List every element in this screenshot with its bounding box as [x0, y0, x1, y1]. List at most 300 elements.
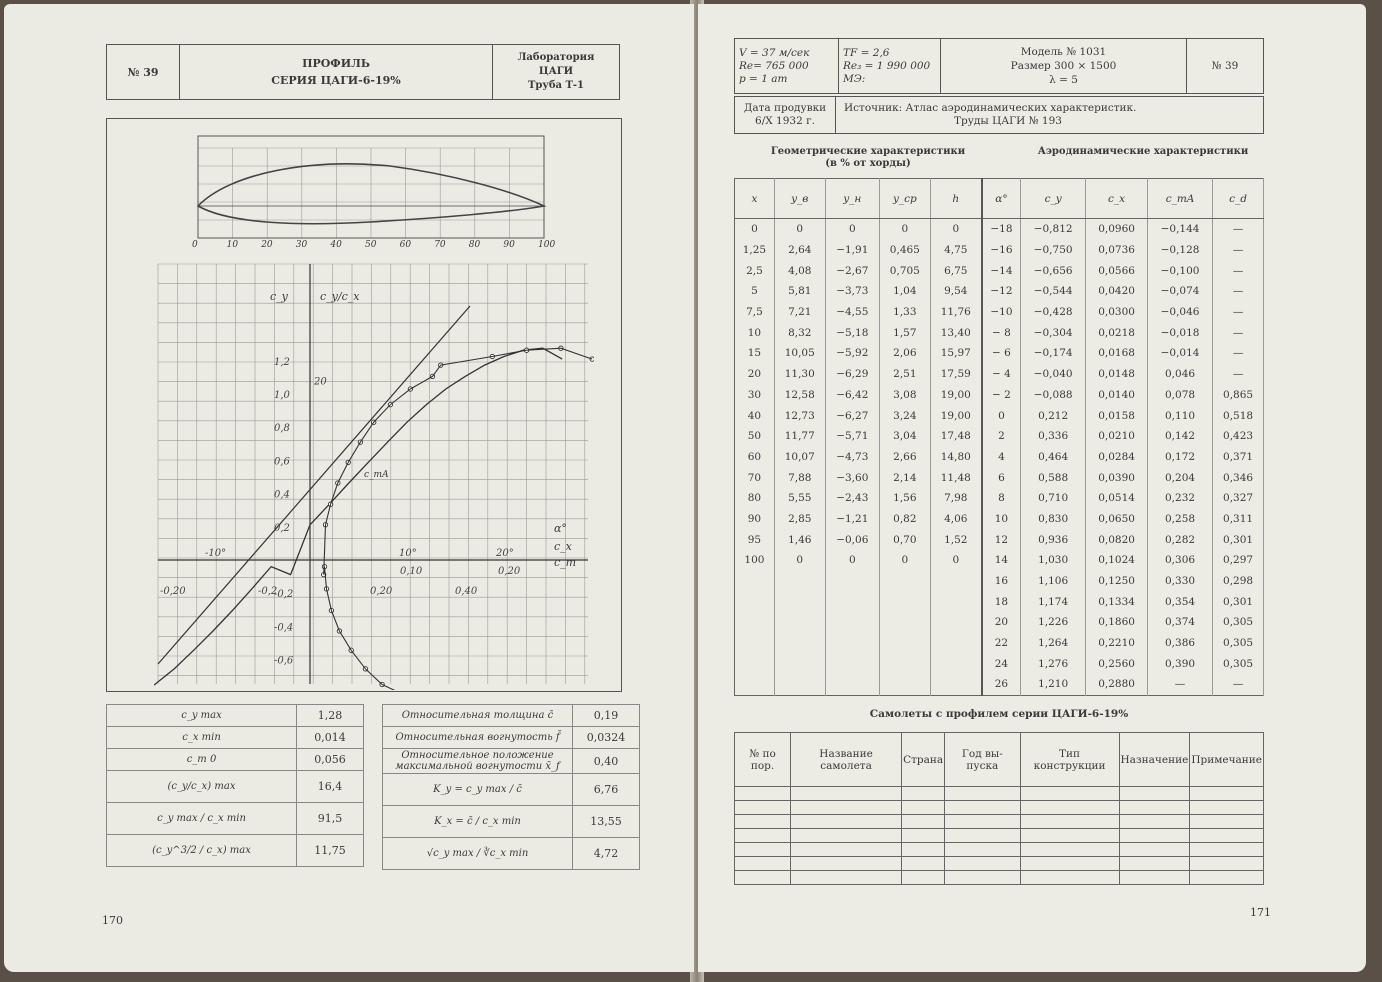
cy-tick-label: 0,4: [274, 489, 290, 501]
planes-column-header: № по пор.: [735, 733, 791, 787]
geom-cell: 0: [879, 550, 930, 571]
data-row: [735, 529, 1264, 550]
geom-cell: 4,06: [930, 509, 982, 530]
aero-cell: 0,464: [1021, 447, 1086, 468]
aero-cell: 0,305: [1213, 633, 1264, 654]
aero-cell: —: [1213, 260, 1264, 281]
aero-cell: 6: [982, 467, 1021, 488]
planes-cell: [945, 815, 1020, 829]
data-row: [735, 612, 1264, 633]
flow-speed: V = 37 м/сек: [739, 46, 810, 59]
summary-left-label: c_y max: [107, 705, 297, 727]
geom-cell: 2,64: [774, 240, 825, 261]
summary-right-value: 6,76: [573, 774, 640, 806]
geom-cell: [825, 591, 879, 612]
aero-cell: 2: [982, 426, 1021, 447]
geom-cell: [774, 633, 825, 654]
data-row: [735, 322, 1264, 343]
geom-cell: 7,88: [774, 467, 825, 488]
left-page: [4, 4, 694, 972]
geom-cell: 1,52: [930, 529, 982, 550]
profile-tick-label: 10: [226, 240, 239, 250]
left-header-lab-line3: Труба Т-1: [527, 80, 584, 91]
summary-left-value: 11,75: [297, 835, 364, 867]
geom-cell: [930, 633, 982, 654]
aero-cell: 0,0284: [1086, 447, 1148, 468]
geom-cell: −3,73: [825, 281, 879, 302]
aero-cell: 0,142: [1147, 426, 1212, 447]
geom-cell: [825, 674, 879, 695]
aero-cell: 0,212: [1021, 405, 1086, 426]
planes-cell: [1190, 857, 1264, 871]
data-row: [735, 633, 1264, 654]
data-column-header: x: [735, 179, 775, 219]
summary-right-table: [382, 704, 640, 870]
geom-cell: −2,43: [825, 488, 879, 509]
aero-cell: 0: [982, 405, 1021, 426]
chart-label-cy: c_y: [270, 290, 288, 303]
aero-cell: 0,518: [1213, 405, 1264, 426]
data-row: [735, 364, 1264, 385]
test-date: [735, 97, 836, 134]
planes-cell: [791, 829, 902, 843]
aero-cell: 0,1024: [1086, 550, 1148, 571]
profile-tick-label: 0: [192, 240, 198, 250]
planes-cell: [735, 801, 791, 815]
alpha-tick-label: -10°: [205, 548, 227, 559]
data-row: [735, 591, 1264, 612]
geom-cell: 15,97: [930, 343, 982, 364]
aero-cell: —: [1213, 343, 1264, 364]
aero-cell: −16: [982, 240, 1021, 261]
planes-row: [735, 857, 1264, 871]
aero-cell: 0,423: [1213, 426, 1264, 447]
summary-right-row: [383, 705, 640, 727]
geom-cell: 0: [825, 550, 879, 571]
geom-cell: [735, 653, 775, 674]
pressure: p = 1 ат: [739, 72, 788, 85]
data-column-header: c_y: [1021, 179, 1086, 219]
aero-cell: —: [1213, 281, 1264, 302]
geom-cell: [774, 653, 825, 674]
aero-cell: 0,2560: [1086, 653, 1148, 674]
planes-cell: [1020, 843, 1119, 857]
summary-left-row: [107, 771, 364, 803]
aero-cell: 0,172: [1147, 447, 1212, 468]
aero-cell: 0,301: [1213, 591, 1264, 612]
aero-cell: −10: [982, 302, 1021, 323]
planes-cell: [902, 843, 945, 857]
aero-cell: 0,0148: [1086, 364, 1148, 385]
aero-cell: 0,830: [1021, 509, 1086, 530]
aero-cell: 0,0820: [1086, 529, 1148, 550]
planes-cell: [945, 829, 1020, 843]
aero-cell: —: [1147, 674, 1212, 695]
data-column-header: c_x: [1086, 179, 1148, 219]
profile-tick-label: 100: [538, 240, 556, 250]
profile-tick-label: 50: [365, 240, 377, 250]
summary-left-value: 0,014: [297, 727, 364, 749]
geom-cell: 95: [735, 529, 775, 550]
data-row: [735, 488, 1264, 509]
aero-cell: 0,110: [1147, 405, 1212, 426]
summary-right-label: Относительная вогнутость f̄: [383, 727, 573, 749]
geom-cell: 0,465: [879, 240, 930, 261]
geom-cell: 19,00: [930, 405, 982, 426]
geom-cell: [879, 571, 930, 592]
geom-cell: [825, 653, 879, 674]
geom-cell: 80: [735, 488, 775, 509]
aero-cell: 1,106: [1021, 571, 1086, 592]
summary-left-table: [106, 704, 364, 867]
geom-cell: −3,60: [825, 467, 879, 488]
geom-cell: 3,08: [879, 385, 930, 406]
aero-cell: 0,710: [1021, 488, 1086, 509]
aero-cell: 0,301: [1213, 529, 1264, 550]
geom-cell: 0: [774, 219, 825, 240]
data-row: [735, 385, 1264, 406]
summary-left-value: 0,056: [297, 749, 364, 771]
aero-cell: 0,0566: [1086, 260, 1148, 281]
geom-cell: [774, 591, 825, 612]
right-header-number: № 39: [1187, 39, 1264, 94]
aero-cell: 0,0514: [1086, 488, 1148, 509]
summary-right-label: Относительное положение максимальной вогнутости x̄_f: [383, 749, 573, 774]
profile-tick-label: 30: [295, 240, 308, 250]
aero-cell: 0,297: [1213, 550, 1264, 571]
geom-title-line2: (в % от хорды): [825, 158, 911, 169]
aero-cell: −0,656: [1021, 260, 1086, 281]
geom-cell: 5,81: [774, 281, 825, 302]
geom-cell: 11,76: [930, 302, 982, 323]
data-row: [735, 240, 1264, 261]
planes-cell: [1119, 801, 1190, 815]
planes-cell: [902, 857, 945, 871]
left-header-title-line2: СЕРИЯ ЦАГИ-6-19%: [271, 74, 401, 87]
aero-cell: 0,0140: [1086, 385, 1148, 406]
geom-cell: 11,77: [774, 426, 825, 447]
cm-tick-label: 0,20: [370, 586, 393, 597]
geom-cell: 40: [735, 405, 775, 426]
geom-cell: 60: [735, 447, 775, 468]
geom-cell: 3,24: [879, 405, 930, 426]
left-header-table: [106, 44, 620, 100]
aero-cell: 0,346: [1213, 467, 1264, 488]
planes-column-header: Страна: [902, 733, 945, 787]
effective-reynolds: Re₃ = 1 990 000: [843, 59, 931, 72]
geom-cell: 4,08: [774, 260, 825, 281]
planes-cell: [1119, 815, 1190, 829]
aero-cell: 0,936: [1021, 529, 1086, 550]
geom-cell: 90: [735, 509, 775, 530]
right-header-col3: [941, 39, 1187, 94]
cm-tick-label: -0,2: [258, 586, 278, 597]
aero-cell: 0,282: [1147, 529, 1212, 550]
aero-cell: 1,276: [1021, 653, 1086, 674]
planes-cell: [735, 815, 791, 829]
aero-cell: —: [1213, 322, 1264, 343]
aero-cell: 0,0158: [1086, 405, 1148, 426]
summary-left-value: 1,28: [297, 705, 364, 727]
alpha-tick-label: 10°: [399, 548, 417, 559]
geom-cell: [774, 674, 825, 695]
right-source-table: [734, 96, 1264, 134]
summary-left-label: (c_y/c_x) max: [107, 771, 297, 803]
aero-cell: −0,544: [1021, 281, 1086, 302]
aero-cell: —: [1213, 674, 1264, 695]
geom-cell: 30: [735, 385, 775, 406]
aero-cell: 22: [982, 633, 1021, 654]
data-column-header: c_mA: [1147, 179, 1212, 219]
left-page-number: 170: [102, 914, 123, 927]
aero-cell: 0,327: [1213, 488, 1264, 509]
profile-tick-label: 70: [434, 240, 446, 250]
chart-label-cm: c_m: [554, 556, 577, 569]
aero-cell: 1,030: [1021, 550, 1086, 571]
aero-cell: −0,128: [1147, 240, 1212, 261]
geom-cell: [879, 633, 930, 654]
cy-tick-label: 1,2: [274, 356, 290, 368]
aero-cell: 0,311: [1213, 509, 1264, 530]
planes-cell: [1020, 829, 1119, 843]
aero-cell: 0,865: [1213, 385, 1264, 406]
geom-cell: 5,55: [774, 488, 825, 509]
aero-cell: 24: [982, 653, 1021, 674]
planes-cell: [735, 857, 791, 871]
geom-cell: 7,21: [774, 302, 825, 323]
geom-cell: −1,91: [825, 240, 879, 261]
data-column-header: c_d: [1213, 179, 1264, 219]
data-table: [734, 178, 1264, 696]
aero-cell: −0,750: [1021, 240, 1086, 261]
geom-cell: 2,14: [879, 467, 930, 488]
planes-cell: [902, 815, 945, 829]
cm-line: [158, 306, 470, 664]
geom-cell: 1,46: [774, 529, 825, 550]
aero-cell: 0,374: [1147, 612, 1212, 633]
geom-cell: [930, 571, 982, 592]
summary-left-row: [107, 749, 364, 771]
geom-cell: [735, 571, 775, 592]
geom-cell: 11,30: [774, 364, 825, 385]
summary-left-label: c_y max / c_x min: [107, 803, 297, 835]
aero-cell: −0,018: [1147, 322, 1212, 343]
planes-row: [735, 801, 1264, 815]
summary-left-label: (c_y^3/2 / c_x) max: [107, 835, 297, 867]
chart-label-cx: c_x: [554, 540, 572, 553]
geom-cell: 4,75: [930, 240, 982, 261]
chart-label-alpha: α°: [554, 522, 567, 535]
aero-cell: 0,1250: [1086, 571, 1148, 592]
aero-cell: 0,2880: [1086, 674, 1148, 695]
summary-right-label: K_x = c̄ / c_x min: [383, 806, 573, 838]
geom-cell: 2,66: [879, 447, 930, 468]
geom-cell: [825, 633, 879, 654]
planes-cell: [1020, 871, 1119, 885]
cy-tick-label: -0,6: [274, 655, 294, 667]
planes-cell: [945, 871, 1020, 885]
profile-tick-label: 40: [330, 240, 342, 250]
aero-cell: 0,2210: [1086, 633, 1148, 654]
profile-tick-labels: [190, 240, 556, 254]
aero-cell: 0,371: [1213, 447, 1264, 468]
planes-cell: [1190, 829, 1264, 843]
aero-cell: 0,1860: [1086, 612, 1148, 633]
aero-cell: 0,0210: [1086, 426, 1148, 447]
aero-cell: −0,040: [1021, 364, 1086, 385]
geom-cell: [735, 612, 775, 633]
cy-tick-label: -0,4: [274, 622, 294, 634]
aero-cell: 0,046: [1147, 364, 1212, 385]
geom-cell: 9,54: [930, 281, 982, 302]
geom-cell: −5,92: [825, 343, 879, 364]
me-label: МЭ:: [843, 72, 866, 85]
geom-cell: 0: [879, 219, 930, 240]
data-row: [735, 653, 1264, 674]
model-number: Модель № 1031: [1020, 46, 1107, 58]
aero-cell: −0,304: [1021, 322, 1086, 343]
planes-column-header: Назначение: [1119, 733, 1190, 787]
data-row: [735, 219, 1264, 240]
data-row: [735, 302, 1264, 323]
summary-right-row: [383, 749, 640, 774]
profile-tick-label: 20: [261, 240, 273, 250]
source-info: [836, 97, 1264, 134]
summary-right-value: 13,55: [573, 806, 640, 838]
geom-cell: 2,06: [879, 343, 930, 364]
planes-cell: [1020, 787, 1119, 801]
right-header-table: [734, 38, 1264, 94]
aero-cell: 1,174: [1021, 591, 1086, 612]
planes-cell: [902, 787, 945, 801]
aero-cell: 0,258: [1147, 509, 1212, 530]
geom-cell: 2,85: [774, 509, 825, 530]
planes-cell: [902, 871, 945, 885]
aero-cell: 0,0168: [1086, 343, 1148, 364]
test-date-value: 6/X 1932 г.: [755, 115, 815, 127]
planes-column-header: Примечание: [1190, 733, 1264, 787]
left-header-title: [180, 45, 493, 100]
summary-right-row: [383, 727, 640, 749]
test-date-label: Дата продувки: [743, 102, 827, 114]
left-header-lab-line2: ЦАГИ: [538, 66, 574, 77]
aero-cell: 0,330: [1147, 571, 1212, 592]
aero-cell: 14: [982, 550, 1021, 571]
geom-cell: 1,25: [735, 240, 775, 261]
planes-cell: [945, 787, 1020, 801]
aero-cell: 0,0650: [1086, 509, 1148, 530]
geom-cell: 2,5: [735, 260, 775, 281]
geom-cell: 12,73: [774, 405, 825, 426]
geom-cell: [735, 633, 775, 654]
geom-cell: −0,06: [825, 529, 879, 550]
geom-cell: 19,00: [930, 385, 982, 406]
chart-label-cycx: c_y/c_x: [320, 290, 360, 303]
aero-cell: − 4: [982, 364, 1021, 385]
geom-cell: 70: [735, 467, 775, 488]
geom-cell: [930, 612, 982, 633]
planes-column-header: Название самолета: [791, 733, 902, 787]
right-page: [698, 4, 1366, 972]
geom-cell: 1,57: [879, 322, 930, 343]
geom-cell: 0,82: [879, 509, 930, 530]
geom-cell: 20: [735, 364, 775, 385]
summary-left-label: c_x min: [107, 727, 297, 749]
planes-cell: [1119, 871, 1190, 885]
cx-tick-label: 0,10: [400, 566, 423, 577]
aero-cell: —: [1213, 219, 1264, 240]
planes-cell: [945, 801, 1020, 815]
summary-right-value: 4,72: [573, 838, 640, 870]
planes-cell: [791, 787, 902, 801]
geom-cell: 10,05: [774, 343, 825, 364]
aero-cell: 0,204: [1147, 467, 1212, 488]
aero-cell: 0,386: [1147, 633, 1212, 654]
right-page-number: 171: [1250, 906, 1271, 919]
aero-cell: −0,100: [1147, 260, 1212, 281]
planes-cell: [1020, 801, 1119, 815]
geom-cell: [774, 571, 825, 592]
geom-cell: 7,98: [930, 488, 982, 509]
cy-tick-label: 0,2: [274, 522, 290, 534]
summary-left-label: c_m 0: [107, 749, 297, 771]
ratio-tick-label: 20: [314, 376, 327, 388]
aero-cell: −14: [982, 260, 1021, 281]
aero-cell: 0,0960: [1086, 219, 1148, 240]
aero-cell: —: [1213, 302, 1264, 323]
data-row: [735, 426, 1264, 447]
cy-tick-label: -0,2: [274, 589, 294, 601]
data-row: [735, 467, 1264, 488]
aero-cell: − 2: [982, 385, 1021, 406]
geom-cell: −2,67: [825, 260, 879, 281]
right-header-col2: [839, 39, 941, 94]
geom-cell: [879, 653, 930, 674]
geom-cell: −5,71: [825, 426, 879, 447]
geom-cell: 0: [825, 219, 879, 240]
aero-cell: −0,014: [1147, 343, 1212, 364]
planes-cell: [1119, 843, 1190, 857]
planes-cell: [902, 801, 945, 815]
geom-cell: 13,40: [930, 322, 982, 343]
geom-cell: 10,07: [774, 447, 825, 468]
aero-cell: 0,0420: [1086, 281, 1148, 302]
geom-cell: 17,59: [930, 364, 982, 385]
geom-cell: [879, 612, 930, 633]
data-row: [735, 343, 1264, 364]
aero-cell: 16: [982, 571, 1021, 592]
geom-cell: 7,5: [735, 302, 775, 323]
data-row: [735, 447, 1264, 468]
geom-cell: −5,18: [825, 322, 879, 343]
profile-tick-label: 80: [468, 240, 481, 250]
cm-tick-label: 0,40: [455, 586, 478, 597]
geom-cell: [825, 612, 879, 633]
planes-cell: [1190, 801, 1264, 815]
turbulence-factor: TF = 2,6: [843, 46, 890, 59]
geom-cell: 0,705: [879, 260, 930, 281]
aero-cell: 26: [982, 674, 1021, 695]
geom-cell: −6,27: [825, 405, 879, 426]
aero-cell: −12: [982, 281, 1021, 302]
source-line1: Источник: Атлас аэродинамических характеристик.: [844, 102, 1137, 114]
planes-cell: [791, 815, 902, 829]
geom-cell: 1,33: [879, 302, 930, 323]
aero-cell: −0,174: [1021, 343, 1086, 364]
geom-cell: −6,42: [825, 385, 879, 406]
aero-cell: −0,144: [1147, 219, 1212, 240]
aspect-ratio: λ = 5: [1049, 74, 1078, 86]
